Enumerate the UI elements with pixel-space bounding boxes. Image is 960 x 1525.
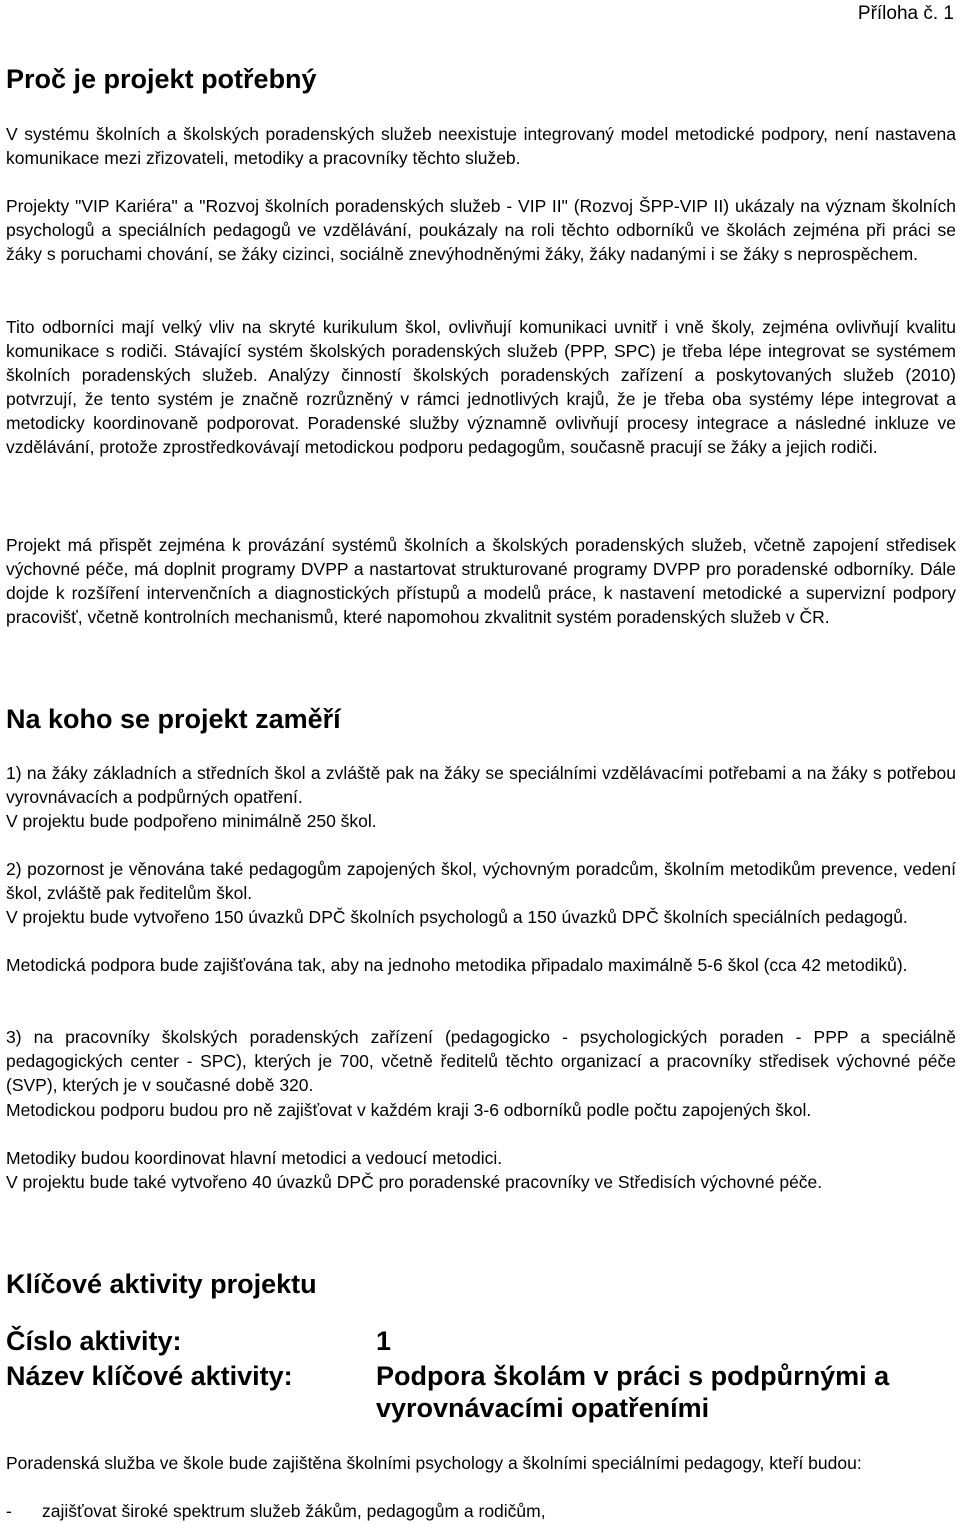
heading-target: Na koho se projekt zaměří	[6, 704, 341, 734]
list-marker: -	[6, 1501, 12, 1521]
heading-why: Proč je projekt potřebný	[6, 64, 317, 94]
target-group-1-text: 1) na žáky základních a středních škol a zvláště pak na žáky se speciálními vzdělávacími potřebami a na žáky s potřebou vyrovnávacích a podpůrných opatření.	[6, 763, 956, 807]
activity-name-label: Název klíčové aktivity:	[6, 1361, 293, 1391]
target-group-2-positions: V projektu bude vytvořeno 150 úvazků DPČ školních psychologů a 150 úvazků DPČ školních speciálních pedagogů.	[6, 907, 908, 927]
target-group-2-text: 2) pozornost je věnována také pedagogům zapojených škol, výchovným poradcům, školním metodikům prevence, vedení škol, zvláště pak ředitelům škol.	[6, 859, 956, 903]
target-group-3-support: Metodickou podporu budou pro ně zajišťovat v každém kraji 3-6 odborníků podle počtu zapojených škol.	[6, 1100, 812, 1120]
activity-number-label: Číslo aktivity:	[6, 1326, 182, 1356]
why-paragraph-1: V systému školních a školských poradenských služeb neexistuje integrovaný model metodické podpory, není nastavena komunikace mezi zřizovateli, metodiky a pracovníky těchto služeb.	[6, 124, 956, 168]
activity-name-row	[6, 1360, 956, 1424]
target-group-3-positions: V projektu bude také vytvořeno 40 úvazků DPČ pro poradenské pracovníky ve Středisích výchovné péče.	[6, 1172, 823, 1192]
target-group-2-methodology: Metodická podpora bude zajišťována tak, aby na jednoho metodika připadalo maximálně 5-6 škol (cca 42 metodiků).	[6, 955, 908, 975]
annex-label: Příloha č. 1	[857, 3, 954, 24]
activity-intro: Poradenská služba ve škole bude zajištěna školními psychology a školními speciálními pedagogy, kteří budou:	[6, 1453, 862, 1473]
target-group-1-schools: V projektu bude podpořeno minimálně 250 škol.	[6, 811, 377, 831]
why-paragraph-2: Projekty "VIP Kariéra" a "Rozvoj školních poradenských služeb - VIP II" (Rozvoj ŠPP-VIP II) ukázaly na význam školních psychologů a speciálních pedagogů ve vzdělávání, poukázaly na roli těchto odborníků ve školách zejména při práci se žáky s poruchami chování, se žáky cizinci, sociálně znevýhodněnými žáky, žáky nadanými i se žáky s neprospěchem.	[6, 196, 956, 264]
activity-name-value: Podpora školám v práci s podpůrnými a vyrovnávacími opatřeními	[376, 1361, 890, 1423]
heading-activities: Klíčové aktivity projektu	[6, 1269, 317, 1299]
target-group-3-text: 3) na pracovníky školských poradenských zařízení (pedagogicko - psychologických poraden - PPP a speciálně pedagogických center - SPC), kterých je 700, včetně ředitelů těchto organizací a pracovníky středisek výchovné péče (SVP), kterých je v současné době 320.	[6, 1027, 956, 1095]
why-paragraph-3: Tito odborníci mají velký vliv na skryté kurikulum škol, ovlivňují komunikaci uvnitř i vně školy, zejména ovlivňují kvalitu komunikace s rodiči. Stávající systém školských poradenských služeb (PPP, SPC) je třeba lépe integrovat se systémem školních poradenských služeb. Analýzy činností školských poradenských zařízení a poskytovaných služeb (2010) potvrzují, že tento systém je značně rozrůzněný v rámci jednotlivých krajů, že je třeba oba systémy lépe integrovat a metodicky koordinovaně podporovat. Poradenské služby významně ovlivňují procesy integrace a následné inkluze ve vzdělávání, protože zprostředkovávají metodickou podporu pedagogům, současně pracují se žáky a jejich rodiči.	[6, 317, 956, 457]
activity-number-value: 1	[376, 1326, 392, 1356]
list-item	[6, 1499, 956, 1523]
target-group-3-coordination: Metodiky budou koordinovat hlavní metodici a vedoucí metodici.	[6, 1148, 503, 1168]
list-item-text: zajišťovat široké spektrum služeb žákům, pedagogům a rodičům,	[42, 1501, 546, 1521]
why-paragraph-4: Projekt má přispět zejména k provázání systémů školních a školských poradenských služeb, včetně zapojení středisek výchovné péče, má doplnit programy DVPP a nastartovat strukturované programy DVPP pro poradenské odborníky. Dále dojde k rozšíření intervenčních a diagnostických přístupů a modelů práce, k nastavení metodické a supervizní podpory pracovišť, včetně kontrolních mechanismů, které napomohou zkvalitnit systém poradenských služeb v ČR.	[6, 535, 956, 627]
activity-number-row	[6, 1325, 956, 1357]
